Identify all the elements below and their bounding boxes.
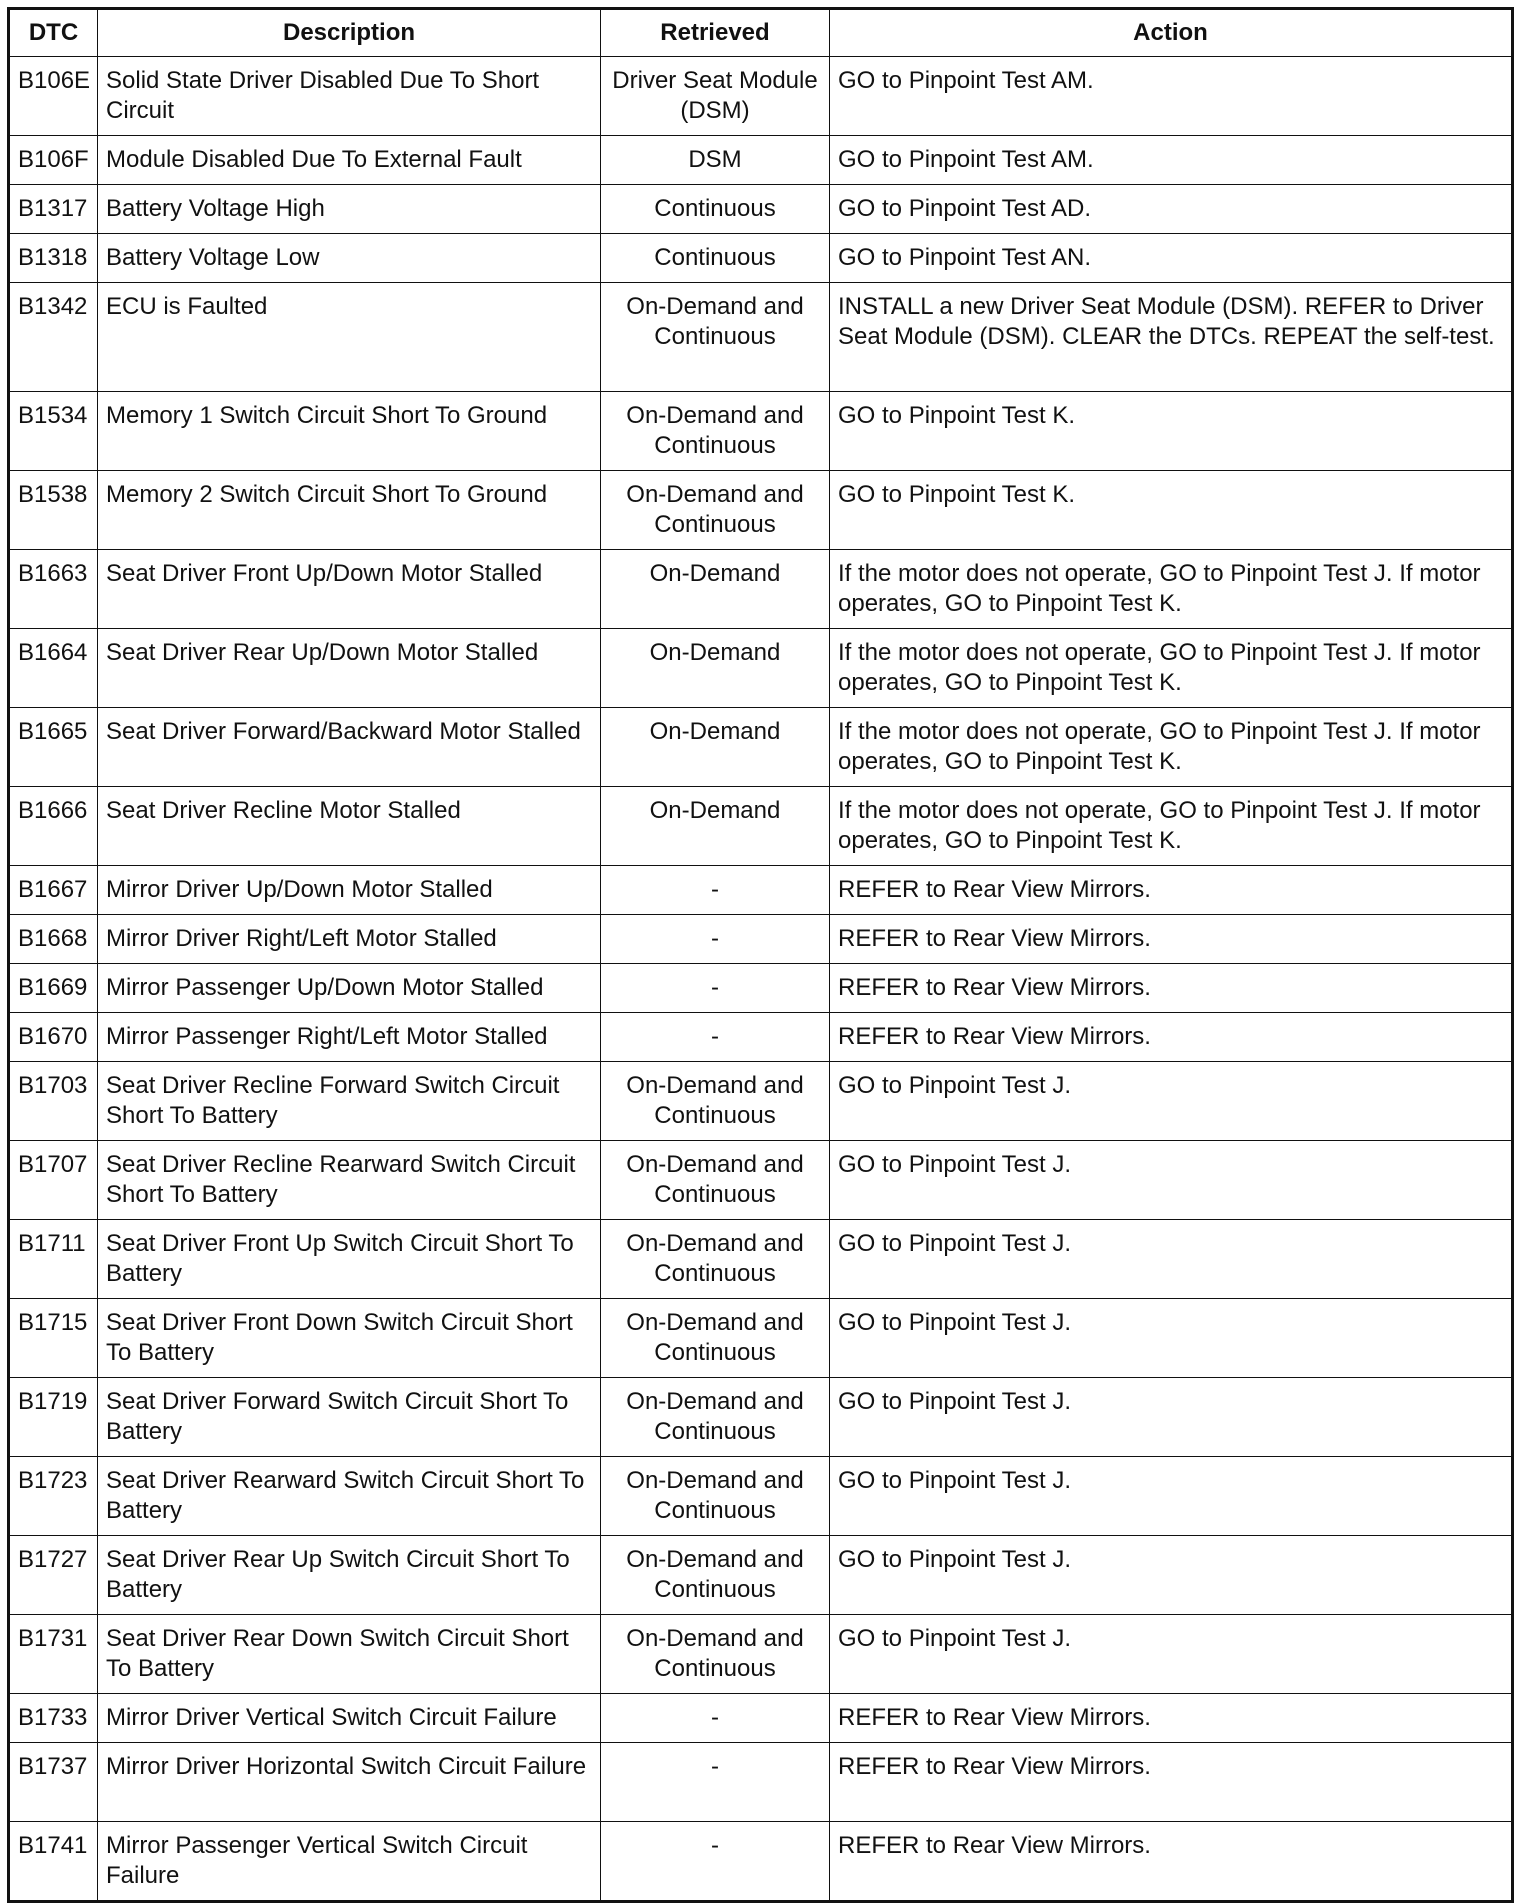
action-cell: REFER to Rear View Mirrors.	[830, 866, 1513, 915]
dtc-cell: B1715	[9, 1299, 98, 1378]
table-row	[9, 1457, 1513, 1536]
description-cell: Seat Driver Rear Up Switch Circuit Short To Battery	[98, 1536, 601, 1615]
action-cell: GO to Pinpoint Test J.	[830, 1062, 1513, 1141]
description-cell: Mirror Passenger Vertical Switch Circuit Failure	[98, 1822, 601, 1902]
table-row	[9, 234, 1513, 283]
description-cell: Mirror Driver Horizontal Switch Circuit Failure	[98, 1743, 601, 1822]
action-cell: GO to Pinpoint Test AM.	[830, 57, 1513, 136]
table-row	[9, 915, 1513, 964]
table-row	[9, 1743, 1513, 1822]
dtc-cell: B1731	[9, 1615, 98, 1694]
description-cell: Seat Driver Front Up/Down Motor Stalled	[98, 550, 601, 629]
dtc-cell: B106E	[9, 57, 98, 136]
action-cell: GO to Pinpoint Test K.	[830, 392, 1513, 471]
table-row	[9, 1615, 1513, 1694]
table-row	[9, 392, 1513, 471]
retrieved-cell: On-Demand and Continuous	[601, 1220, 830, 1299]
table-row	[9, 787, 1513, 866]
table-row	[9, 1013, 1513, 1062]
dtc-cell: B1703	[9, 1062, 98, 1141]
dtc-cell: B1538	[9, 471, 98, 550]
retrieved-cell: -	[601, 1743, 830, 1822]
action-cell: GO to Pinpoint Test J.	[830, 1378, 1513, 1457]
dtc-cell: B1719	[9, 1378, 98, 1457]
table-row	[9, 1299, 1513, 1378]
table-row	[9, 550, 1513, 629]
dtc-cell: B1707	[9, 1141, 98, 1220]
action-cell: REFER to Rear View Mirrors.	[830, 1694, 1513, 1743]
description-cell: Seat Driver Front Up Switch Circuit Short To Battery	[98, 1220, 601, 1299]
description-cell: Seat Driver Front Down Switch Circuit Short To Battery	[98, 1299, 601, 1378]
header-retrieved: Retrieved	[601, 9, 830, 57]
table-row	[9, 471, 1513, 550]
retrieved-cell: On-Demand	[601, 708, 830, 787]
action-cell: If the motor does not operate, GO to Pinpoint Test J. If motor operates, GO to Pinpoint Test K.	[830, 708, 1513, 787]
description-cell: Battery Voltage High	[98, 185, 601, 234]
dtc-cell: B1711	[9, 1220, 98, 1299]
description-cell: Mirror Passenger Right/Left Motor Stalled	[98, 1013, 601, 1062]
retrieved-cell: -	[601, 866, 830, 915]
description-cell: Seat Driver Recline Rearward Switch Circuit Short To Battery	[98, 1141, 601, 1220]
table-row	[9, 629, 1513, 708]
description-cell: Seat Driver Rear Up/Down Motor Stalled	[98, 629, 601, 708]
description-cell: Mirror Driver Right/Left Motor Stalled	[98, 915, 601, 964]
description-cell: Seat Driver Rearward Switch Circuit Short To Battery	[98, 1457, 601, 1536]
dtc-cell: B1723	[9, 1457, 98, 1536]
action-cell: If the motor does not operate, GO to Pinpoint Test J. If motor operates, GO to Pinpoint Test K.	[830, 550, 1513, 629]
header-action: Action	[830, 9, 1513, 57]
retrieved-cell: On-Demand and Continuous	[601, 1378, 830, 1457]
dtc-cell: B1733	[9, 1694, 98, 1743]
dtc-cell: B1317	[9, 185, 98, 234]
description-cell: Seat Driver Recline Forward Switch Circuit Short To Battery	[98, 1062, 601, 1141]
retrieved-cell: On-Demand	[601, 787, 830, 866]
dtc-cell: B1741	[9, 1822, 98, 1902]
table-row	[9, 708, 1513, 787]
table-row	[9, 1694, 1513, 1743]
dtc-cell: B1664	[9, 629, 98, 708]
retrieved-cell: On-Demand	[601, 629, 830, 708]
retrieved-cell: DSM	[601, 136, 830, 185]
description-cell: Mirror Passenger Up/Down Motor Stalled	[98, 964, 601, 1013]
table-row	[9, 185, 1513, 234]
action-cell: If the motor does not operate, GO to Pinpoint Test J. If motor operates, GO to Pinpoint Test K.	[830, 787, 1513, 866]
dtc-cell: B1665	[9, 708, 98, 787]
description-cell: Seat Driver Forward/Backward Motor Stalled	[98, 708, 601, 787]
retrieved-cell: On-Demand and Continuous	[601, 1062, 830, 1141]
description-cell: Memory 1 Switch Circuit Short To Ground	[98, 392, 601, 471]
description-cell: Battery Voltage Low	[98, 234, 601, 283]
description-cell: Memory 2 Switch Circuit Short To Ground	[98, 471, 601, 550]
retrieved-cell: On-Demand	[601, 550, 830, 629]
action-cell: REFER to Rear View Mirrors.	[830, 1822, 1513, 1902]
table-row	[9, 1378, 1513, 1457]
dtc-cell: B1342	[9, 283, 98, 392]
retrieved-cell: On-Demand and Continuous	[601, 1141, 830, 1220]
retrieved-cell: Continuous	[601, 234, 830, 283]
description-cell: Mirror Driver Up/Down Motor Stalled	[98, 866, 601, 915]
action-cell: REFER to Rear View Mirrors.	[830, 915, 1513, 964]
dtc-cell: B1663	[9, 550, 98, 629]
table-row	[9, 283, 1513, 392]
action-cell: GO to Pinpoint Test J.	[830, 1457, 1513, 1536]
table-row	[9, 1822, 1513, 1902]
retrieved-cell: -	[601, 964, 830, 1013]
description-cell: ECU is Faulted	[98, 283, 601, 392]
table-row	[9, 136, 1513, 185]
table-row	[9, 1220, 1513, 1299]
action-cell: GO to Pinpoint Test J.	[830, 1536, 1513, 1615]
description-cell: Mirror Driver Vertical Switch Circuit Failure	[98, 1694, 601, 1743]
description-cell: Seat Driver Forward Switch Circuit Short To Battery	[98, 1378, 601, 1457]
dtc-cell: B1318	[9, 234, 98, 283]
retrieved-cell: On-Demand and Continuous	[601, 1299, 830, 1378]
retrieved-cell: -	[601, 1822, 830, 1902]
dtc-cell: B1668	[9, 915, 98, 964]
dtc-cell: B1534	[9, 392, 98, 471]
header-dtc: DTC	[9, 9, 98, 57]
retrieved-cell: On-Demand and Continuous	[601, 283, 830, 392]
table-body	[9, 57, 1513, 1902]
retrieved-cell: -	[601, 1013, 830, 1062]
action-cell: GO to Pinpoint Test AM.	[830, 136, 1513, 185]
action-cell: REFER to Rear View Mirrors.	[830, 1743, 1513, 1822]
retrieved-cell: On-Demand and Continuous	[601, 392, 830, 471]
action-cell: GO to Pinpoint Test AN.	[830, 234, 1513, 283]
retrieved-cell: On-Demand and Continuous	[601, 1457, 830, 1536]
description-cell: Seat Driver Recline Motor Stalled	[98, 787, 601, 866]
table-row	[9, 1062, 1513, 1141]
action-cell: REFER to Rear View Mirrors.	[830, 964, 1513, 1013]
retrieved-cell: On-Demand and Continuous	[601, 1615, 830, 1694]
header-description: Description	[98, 9, 601, 57]
retrieved-cell: Driver Seat Module (DSM)	[601, 57, 830, 136]
table-row	[9, 964, 1513, 1013]
table-row	[9, 1141, 1513, 1220]
dtc-table	[7, 7, 1514, 1903]
dtc-cell: B1737	[9, 1743, 98, 1822]
action-cell: If the motor does not operate, GO to Pinpoint Test J. If motor operates, GO to Pinpoint Test K.	[830, 629, 1513, 708]
dtc-cell: B1666	[9, 787, 98, 866]
dtc-cell: B106F	[9, 136, 98, 185]
description-cell: Seat Driver Rear Down Switch Circuit Short To Battery	[98, 1615, 601, 1694]
table-row	[9, 57, 1513, 136]
retrieved-cell: On-Demand and Continuous	[601, 1536, 830, 1615]
action-cell: GO to Pinpoint Test K.	[830, 471, 1513, 550]
action-cell: GO to Pinpoint Test J.	[830, 1220, 1513, 1299]
table-row	[9, 866, 1513, 915]
dtc-cell: B1670	[9, 1013, 98, 1062]
action-cell: GO to Pinpoint Test J.	[830, 1615, 1513, 1694]
retrieved-cell: On-Demand and Continuous	[601, 471, 830, 550]
action-cell: REFER to Rear View Mirrors.	[830, 1013, 1513, 1062]
table-header-row	[9, 9, 1513, 57]
action-cell: INSTALL a new Driver Seat Module (DSM). REFER to Driver Seat Module (DSM). CLEAR the DTCs. REPEAT the self-test.	[830, 283, 1513, 392]
action-cell: GO to Pinpoint Test AD.	[830, 185, 1513, 234]
description-cell: Solid State Driver Disabled Due To Short Circuit	[98, 57, 601, 136]
dtc-cell: B1727	[9, 1536, 98, 1615]
description-cell: Module Disabled Due To External Fault	[98, 136, 601, 185]
retrieved-cell: Continuous	[601, 185, 830, 234]
retrieved-cell: -	[601, 915, 830, 964]
dtc-cell: B1669	[9, 964, 98, 1013]
dtc-cell: B1667	[9, 866, 98, 915]
action-cell: GO to Pinpoint Test J.	[830, 1141, 1513, 1220]
action-cell: GO to Pinpoint Test J.	[830, 1299, 1513, 1378]
retrieved-cell: -	[601, 1694, 830, 1743]
table-row	[9, 1536, 1513, 1615]
